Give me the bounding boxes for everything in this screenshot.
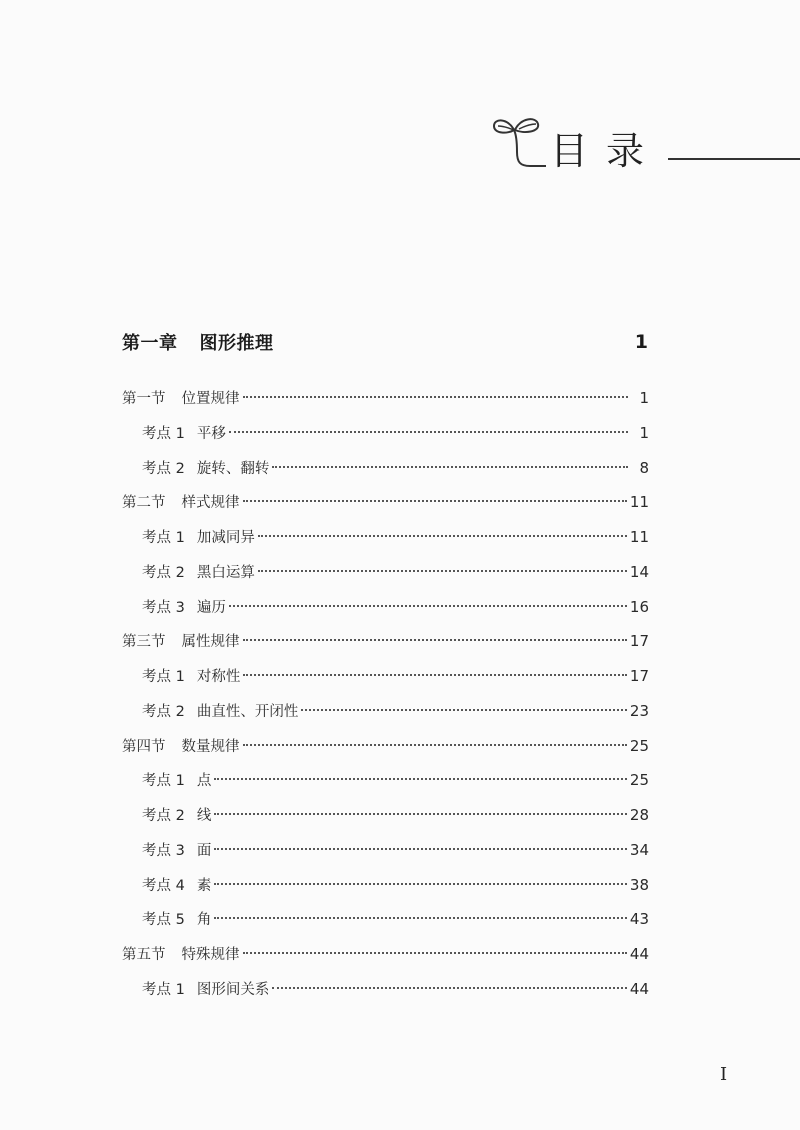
toc-point-entry[interactable] — [122, 833, 649, 868]
entry-label: 考点 1 — [142, 425, 185, 442]
dot-leader — [243, 396, 629, 398]
entry-title: 特殊规律 — [181, 947, 240, 963]
toc-point-entry[interactable] — [122, 590, 649, 625]
entry-label: 第五节 — [122, 947, 166, 963]
toc-section-entry[interactable] — [122, 485, 649, 520]
dot-leader — [243, 674, 627, 676]
toc-point-entry[interactable] — [122, 416, 649, 451]
entry-label: 第二节 — [122, 495, 166, 512]
dot-leader — [229, 431, 628, 433]
entry-label: 考点 1 — [142, 669, 185, 685]
dot-leader — [258, 570, 627, 572]
toc-point-entry[interactable] — [122, 902, 649, 937]
entry-title: 位置规律 — [181, 391, 240, 407]
entry-page-number: 25 — [629, 736, 649, 755]
toc-point-entry[interactable] — [122, 798, 649, 833]
chapter-number: 第一章 — [122, 333, 178, 354]
toc-point-entry[interactable] — [122, 659, 649, 694]
dot-leader — [272, 987, 627, 989]
entry-title: 角 — [196, 912, 212, 929]
entry-title: 数量规律 — [181, 738, 240, 755]
dot-leader — [243, 639, 627, 641]
page-folio: I — [720, 1064, 728, 1085]
entry-title: 样式规律 — [181, 495, 240, 512]
entry-title: 旋转、翻转 — [196, 460, 270, 477]
entry-label: 第一节 — [122, 391, 166, 407]
toc-section-entry[interactable] — [122, 937, 649, 972]
dot-leader — [214, 813, 627, 815]
entry-title: 加减同异 — [196, 530, 255, 546]
entry-title: 对称性 — [196, 669, 241, 685]
toc-section-entry[interactable] — [122, 624, 649, 659]
toc-point-entry[interactable] — [122, 520, 649, 555]
entry-label: 考点 3 — [142, 842, 185, 859]
entry-title: 图形间关系 — [196, 981, 270, 998]
dot-leader — [258, 535, 627, 537]
toc-section-entry[interactable] — [122, 381, 649, 416]
entry-page-number: 1 — [639, 423, 649, 442]
entry-title: 素 — [196, 877, 212, 894]
page-title: 目录 — [550, 129, 663, 173]
entry-label: 考点 2 — [142, 460, 185, 477]
entry-title: 面 — [196, 842, 212, 859]
entry-page-number: 11 — [629, 528, 649, 546]
dot-leader — [229, 605, 627, 607]
entry-page-number: 28 — [629, 806, 649, 824]
dot-leader — [301, 709, 627, 711]
entry-label: 考点 1 — [142, 773, 185, 790]
dot-leader — [214, 778, 627, 780]
entry-page-number: 44 — [629, 945, 649, 963]
toc-header — [490, 108, 800, 188]
entry-label: 第三节 — [122, 634, 166, 651]
entry-label: 考点 4 — [142, 877, 185, 894]
entry-title: 点 — [196, 773, 212, 790]
entry-label: 考点 2 — [142, 808, 185, 824]
entry-label: 考点 3 — [142, 599, 185, 616]
entry-label: 考点 2 — [142, 703, 185, 720]
entry-page-number: 14 — [629, 562, 649, 581]
chapter-heading[interactable] — [122, 327, 647, 357]
dot-leader — [243, 500, 627, 502]
entry-title: 平移 — [196, 425, 226, 442]
entry-title: 线 — [196, 808, 212, 824]
entry-label: 考点 5 — [142, 912, 185, 929]
entry-title: 黑白运算 — [196, 564, 255, 581]
chapter-page-number: 1 — [634, 331, 648, 353]
entry-page-number: 43 — [629, 910, 649, 929]
dot-leader — [272, 466, 628, 468]
entry-page-number: 17 — [629, 667, 649, 685]
toc-point-entry[interactable] — [122, 763, 649, 798]
entry-page-number: 23 — [629, 701, 649, 720]
entry-page-number: 25 — [629, 771, 649, 790]
dot-leader — [214, 917, 627, 919]
dot-leader — [243, 952, 627, 954]
entry-page-number: 16 — [629, 597, 649, 616]
toc-point-entry[interactable] — [122, 868, 649, 903]
toc-point-entry[interactable] — [122, 694, 649, 729]
entry-page-number: 1 — [639, 389, 649, 407]
toc-point-entry[interactable] — [122, 451, 649, 486]
entry-title: 曲直性、开闭性 — [196, 703, 299, 720]
entry-page-number: 34 — [629, 840, 649, 859]
entry-label: 考点 2 — [142, 564, 185, 581]
entry-title: 属性规律 — [181, 634, 240, 651]
chapter-title: 图形推理 — [199, 333, 274, 354]
entry-label: 考点 1 — [142, 981, 185, 998]
entry-label: 第四节 — [122, 738, 166, 755]
entry-page-number: 8 — [639, 458, 649, 477]
toc-list — [122, 381, 649, 1007]
entry-page-number: 44 — [629, 979, 649, 998]
entry-page-number: 11 — [629, 493, 649, 512]
toc-point-entry[interactable] — [122, 555, 649, 590]
sprout-icon — [490, 112, 546, 174]
toc-point-entry[interactable] — [122, 972, 649, 1007]
dot-leader — [214, 848, 627, 850]
dot-leader — [214, 883, 627, 885]
title-rule — [668, 158, 800, 160]
dot-leader — [243, 744, 627, 746]
entry-page-number: 17 — [629, 632, 649, 651]
entry-label: 考点 1 — [142, 530, 185, 546]
toc-section-entry[interactable] — [122, 729, 649, 764]
entry-title: 遍历 — [196, 599, 226, 616]
entry-page-number: 38 — [629, 875, 649, 894]
